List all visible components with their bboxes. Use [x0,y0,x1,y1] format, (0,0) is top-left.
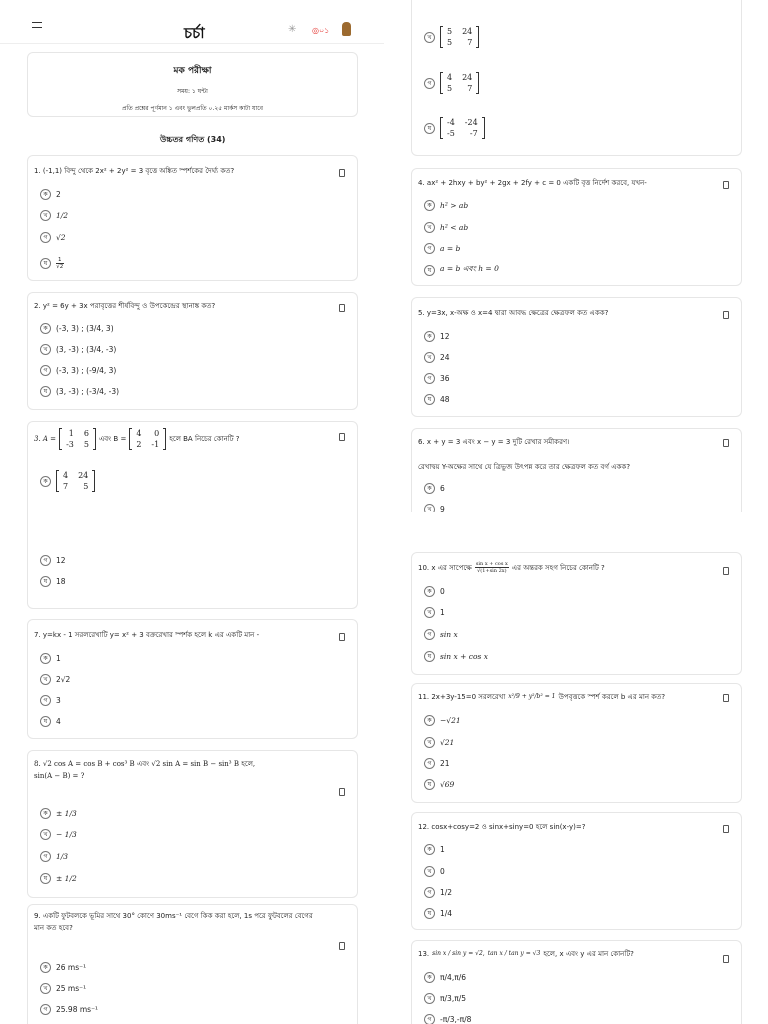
question-card-7 [27,619,358,739]
exam-marking-note: প্রতি প্রশ্নের পূর্ণমান ১ এবং ভুলপ্রতি ০.২৫ মার্কস কাটা যাবে [122,105,263,112]
question-card-3-cont [411,0,742,156]
option-ka[interactable]: ক (-3, 3) ; (3/4, 3) [40,323,114,334]
bookmark-icon[interactable] [339,169,345,177]
theme-toggle-icon[interactable]: ✳ [288,24,297,35]
option-gha[interactable]: ঘ sin x + cos x [424,651,488,662]
option-gha[interactable]: ঘ a = b এবং h = 0 [424,264,499,276]
question-text: 13. sin x / sin y = √2, tan x / tan y = √3 হলে, x এবং y এর মান কোনটি? [418,950,634,958]
option-ga[interactable]: গ 25.98 ms⁻¹ [40,1004,98,1015]
question-text-line2: sin(A − B) = ? [34,772,85,780]
question-text-line2: মান কত হবে? [34,924,73,932]
exam-title: মক পরীক্ষা [173,66,212,76]
matrix-a: 1 6 -3 5 [59,428,96,450]
question-card-13 [411,940,742,1024]
question-card-5 [411,297,742,417]
option-kha[interactable]: খ 1/2 [40,210,68,221]
option-ka[interactable]: ক −√21 [424,715,461,726]
option-ka[interactable]: ক ± 1/3 [40,808,77,819]
question-text: 12. cosx+cosy=2 ও sinx+siny=0 হলে sin(x-y)=? [418,823,586,831]
question-card-2 [27,292,358,410]
option-kha[interactable]: খ − 1/3 [40,829,77,840]
option-kha[interactable]: খ π/3,π/5 [424,993,466,1004]
question-text: 5. y=3x, x-অক্ষ ও x=4 দ্বারা আবদ্ধ ক্ষেত্রের ক্ষেত্রফল কত একক? [418,309,609,317]
bookmark-icon[interactable] [339,304,345,312]
section-title: উচ্চতর গণিত (34) [160,135,226,144]
option-ka[interactable]: ক 2 [40,189,61,200]
question-text: 1. (-1,1) বিন্দু থেকে 2x² + 2y² = 3 বৃত্তে অঙ্কিত স্পর্শকের দৈর্ঘ্য কত? [34,167,235,175]
option-kha[interactable]: খ √21 [424,737,454,748]
option-gha[interactable]: ঘ 1/4 [424,908,452,919]
question-text-line2: রেখাদ্বয় Y-অক্ষের সাথে যে ত্রিভুজ উৎপন্ন করে তার ক্ষেত্রফল কত বর্গ একক? [418,463,631,471]
option-kha[interactable]: খ 1 [424,607,445,618]
exam-header-card [27,52,358,117]
option-ga[interactable]: গ (-3, 3) ; (-9/4, 3) [40,365,116,376]
option-ka[interactable]: ক 6 [424,483,445,494]
bookmark-icon[interactable] [339,633,345,641]
option-kha[interactable]: খ 25 ms⁻¹ [40,983,86,994]
page-3 [0,512,384,1024]
question-text: 2. y² = 6y + 3x পরাবৃত্তের শীর্ষবিন্দু ও উপকেন্দ্রের স্থানাঙ্ক কত? [34,302,216,310]
question-card-3 [27,421,358,512]
option-gha[interactable]: ঘ (3, -3) ; (-3/4, -3) [40,386,119,397]
bookmark-icon[interactable] [723,567,729,575]
timer-badge: ◎০১ [312,26,330,35]
question-card-6 [411,428,742,512]
page-4 [384,512,768,1024]
option-kha[interactable]: খ 0 [424,866,445,877]
option-ga[interactable]: গ a = b [424,243,460,254]
option-ga[interactable]: গ 12 [40,555,66,566]
page-1 [0,0,384,512]
option-ga[interactable]: গ -π/3,-π/8 [424,1014,471,1024]
question-text: 6. x + y = 3 এবং x − y = 3 দুটি রেখার সমীকরণ। [418,438,570,446]
option-gha[interactable]: ঘ 1 √2 [40,257,64,270]
question-card-4 [411,168,742,286]
option-kha[interactable]: খ 9 [424,504,445,512]
question-card-1 [27,155,358,281]
question-card-12 [411,812,742,930]
option-kha[interactable]: খ h² < ab [424,222,468,233]
page-2 [384,0,768,512]
bookmark-icon[interactable] [723,694,729,702]
question-text: 3. A = 1 6 -3 5 এবং B = 4 0 2 -1 হলে BA নিচের কোনটি ? [34,429,240,449]
option-ga[interactable]: গ sin x [424,629,458,640]
matrix-b: 4 0 2 -1 [129,428,166,450]
question-text: 4. ax² + 2hxy + by² + 2gx + 2fy + c = 0 একটি বৃত্ত নির্দেশ করবে, যখন- [418,179,647,187]
option-kha[interactable]: খ 5 24 5 7 [424,26,479,48]
option-kha[interactable]: খ 24 [424,352,450,363]
option-ga[interactable]: গ √2 [40,232,66,243]
question-card-10 [411,552,742,675]
option-ga[interactable]: গ 36 [424,373,450,384]
question-card-8 [27,750,358,898]
app-header [0,0,384,44]
bookmark-icon[interactable] [723,955,729,963]
option-ka[interactable]: ক π/4,π/6 [424,972,466,983]
option-ka[interactable]: ক 26 ms⁻¹ [40,962,86,973]
bookmark-icon[interactable] [723,181,729,189]
option-ga[interactable]: গ 21 [424,758,450,769]
option-ka[interactable]: ক 1 [40,653,61,664]
bookmark-icon[interactable] [723,825,729,833]
bookmark-icon[interactable] [339,433,345,441]
option-gha[interactable]: ঘ 48 [424,394,450,405]
option-ka[interactable]: ক 0 [424,586,445,597]
option-kha[interactable]: খ 2√2 [40,674,70,685]
option-ka[interactable]: ক 12 [424,331,450,342]
exam-duration: সময়: ১ ঘন্টা [177,88,208,95]
option-ga[interactable]: গ 1/2 [424,887,452,898]
option-gha[interactable]: ঘ √69 [424,779,454,790]
option-ka[interactable]: ক h² > ab [424,200,468,211]
bookmark-icon[interactable] [339,788,345,796]
option-kha[interactable]: খ (3, -3) ; (3/4, -3) [40,344,116,355]
option-gha[interactable]: ঘ -4 -24 -5 -7 [424,117,485,139]
option-gha[interactable]: ঘ 18 [40,576,66,587]
option-ga[interactable]: গ 4 24 5 7 [424,72,479,94]
question-card-9 [27,904,358,1024]
question-card-6-cont [27,512,358,609]
menu-icon[interactable] [32,22,42,28]
question-text: 10. x এর সাপেক্ষে sin x + cos x √(1+sin 2x) এর অন্তরক সহগ নিচের কোনটি ? [418,561,605,574]
option-ga[interactable]: গ 1/3 [40,851,68,862]
question-card-11 [411,683,742,803]
question-text: 8. √2 cos A = cos B + cos³ B এবং √2 sin A = sin B − sin³ B হলে, [34,760,256,768]
question-text: 9. একটি ফুটবলকে ভূমির সাথে 30° কোণে 30ms⁻¹ বেগে কিক করা হলে, 1s পরে ফুটবলের বেগের [34,912,313,920]
option-ka[interactable]: ক 4 24 7 5 [40,470,95,492]
question-text: 11. 2x+3y-15=0 সরলরেখা x²/9 + y²/b² = 1 উপবৃত্তকে স্পর্শ করলে b এর মান কত? [418,693,666,701]
bookmark-icon[interactable] [723,311,729,319]
bookmark-icon[interactable] [339,942,345,950]
question-text: 7. y=kx - 1 সরলরেখাটি y= x² + 3 বক্ররেখার স্পর্শক হলে k এর একটি মান - [34,631,260,639]
option-ka[interactable]: ক 1 [424,844,445,855]
option-gha[interactable]: ঘ ± 1/2 [40,873,77,884]
option-ga[interactable]: গ 3 [40,695,61,706]
option-gha[interactable]: ঘ 4 [40,716,61,727]
app-logo[interactable]: চর্চা [184,24,205,42]
bookmark-icon[interactable] [723,439,729,447]
avatar[interactable] [342,22,351,36]
